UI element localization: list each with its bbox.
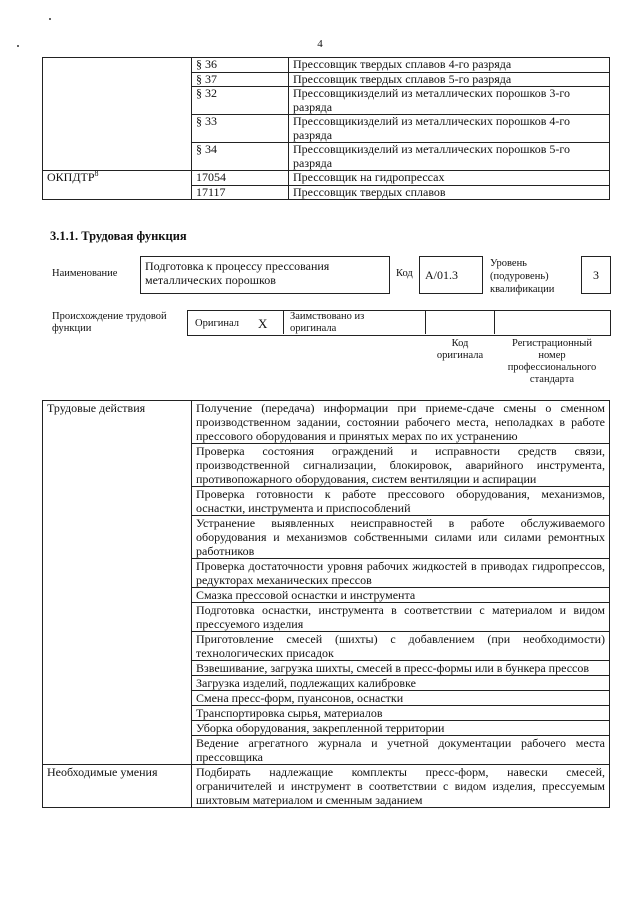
action-item: Проверка состояния ограждений и исправности средств связи, производственной сигнализации, блокировок, аварийного инструмента, противопожарного оборудования, систем вентиляции и аспирации: [192, 444, 610, 487]
action-item: Транспортировка сырья, материалов: [192, 706, 610, 721]
table-row: [43, 58, 610, 73]
original-mark: X: [258, 316, 268, 331]
action-item: Смазка прессовой оснастки и инструмента: [192, 588, 610, 603]
page-number: 4: [317, 38, 323, 50]
table-cell-name: Прессовщикизделий из металлических порошков 3-го разряда: [289, 87, 610, 115]
reg-number-label: Регистрационный номер профессионального стандарта: [507, 338, 597, 385]
skills-label: Необходимые умения: [43, 765, 192, 808]
level-label: Уровень (подуровень) квалификации: [490, 258, 555, 295]
action-item: Взвешивание, загрузка шихты, смесей в пресс-формы или в бункера прессов: [192, 661, 610, 676]
table-cell-code: 17117: [192, 185, 289, 200]
original-label: Оригинал: [195, 318, 239, 329]
footnote-mark: 8: [94, 169, 99, 178]
table-cell-name: Прессовщик твердых сплавов 4-го разряда: [289, 58, 610, 73]
action-item: Проверка готовности к работе прессового оборудования, механизмов, оснастки, инструмента и приспособлений: [192, 487, 610, 516]
table-cell-code: 17054: [192, 171, 289, 186]
code-value: А/01.3: [425, 268, 458, 282]
origin-label: Происхождение трудовой функции: [52, 311, 167, 334]
action-item: Проверка достаточности уровня рабочих жидкостей в приводах гидропрессов, редукторах механических прессов: [192, 559, 610, 588]
table-cell-name: Прессовщик на гидропрессах: [289, 171, 610, 186]
level-value: 3: [593, 268, 599, 282]
borrowed-label: Заимствовано из оригинала: [290, 311, 365, 334]
table-row: [43, 765, 610, 808]
code-label: Код: [396, 268, 413, 279]
level-box: [581, 256, 611, 294]
skill-item: Подбирать надлежащие комплекты пресс-форм, навески смесей, ограничителей и инструмент в соответствии с видом изделия, прессуемым шихтовым материалом и сменным заданием: [192, 765, 610, 808]
action-item: Уборка оборудования, закрепленной территории: [192, 721, 610, 736]
table-cell-code: § 33: [192, 115, 289, 143]
okz-table: [42, 57, 610, 200]
table-cell-name: Прессовщик твердых сплавов: [289, 185, 610, 200]
action-item: Получение (передача) информации при приеме-сдаче смены о сменном производственном задании, состоянии рабочего места, неполадках в работе прессового оборудования и принятых мерах по их устранению: [192, 401, 610, 444]
table-row: [43, 401, 610, 444]
origin-divider: [283, 310, 284, 334]
origin-divider: [425, 310, 426, 334]
table-cell-group: [43, 171, 192, 200]
code-box: [419, 256, 483, 294]
action-item: Приготовление смесей (шихты) с добавлением (при необходимости) технологических присадок: [192, 632, 610, 661]
function-name-box: [140, 256, 390, 294]
function-name-value: Подготовка к процессу прессования металлических порошков: [145, 259, 330, 287]
table-cell-group: [43, 58, 192, 171]
table-cell-name: Прессовщик твердых сплавов 5-го разряда: [289, 72, 610, 87]
labor-actions-table: [42, 400, 610, 808]
action-item: Ведение агрегатного журнала и учетной документации рабочего места прессовщика: [192, 736, 610, 765]
name-label: Наименование: [52, 268, 118, 279]
table-cell-code: § 32: [192, 87, 289, 115]
action-item: Загрузка изделий, подлежащих калибровке: [192, 676, 610, 691]
table-cell-name: Прессовщикизделий из металлических порошков 5-го разряда: [289, 143, 610, 171]
okpdtr-label: ОКПДТР: [47, 170, 95, 184]
action-item: Подготовка оснастки, инструмента в соответствии с материалом и видом прессуемого изделия: [192, 603, 610, 632]
table-row: [43, 171, 610, 186]
code-original-label: Код оригинала: [436, 338, 484, 361]
table-cell-code: § 37: [192, 72, 289, 87]
section-title: 3.1.1. Трудовая функция: [50, 229, 187, 243]
table-cell-name: Прессовщикизделий из металлических порошков 4-го разряда: [289, 115, 610, 143]
table-cell-code: § 34: [192, 143, 289, 171]
origin-divider: [494, 310, 495, 334]
actions-label: Трудовые действия: [43, 401, 192, 765]
action-item: Устранение выявленных неисправностей в работе обслуживаемого оборудования и механизмов собственными силами или силами ремонтных работников: [192, 516, 610, 559]
action-item: Смена пресс-форм, пуансонов, оснастки: [192, 691, 610, 706]
table-cell-code: § 36: [192, 58, 289, 73]
scan-speck: [49, 18, 51, 20]
